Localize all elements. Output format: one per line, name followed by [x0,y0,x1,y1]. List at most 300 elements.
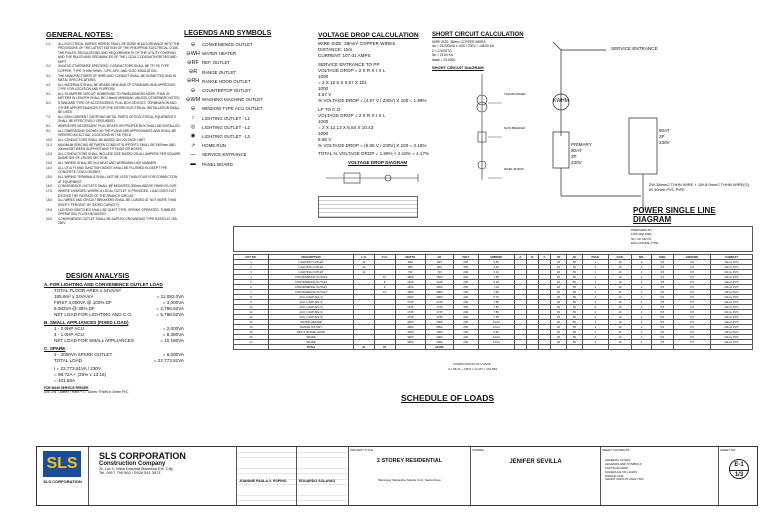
table-cell: 30 [551,335,567,340]
table-cell: 1745 [395,305,425,310]
table-cell: 50 [566,290,582,295]
table-cell: 30 [551,300,567,305]
design-analysis-section [44,273,184,395]
table-cell: CONVENIENCE OUTLET [268,275,353,280]
company-phone: Tel. 0917 799 562 / 0928 541 3571 [99,470,161,476]
vd-line: 1000 [318,74,329,79]
note-item [46,217,181,226]
analysis-key: FIRST 3,000VA @ 100% DF [54,300,112,305]
table-cell: 1745 [425,305,453,310]
table-cell: 50 [566,335,582,340]
table-cell: 50 [566,315,582,320]
vd-line: 1000 [318,131,329,136]
table-cell: 30 [551,305,567,310]
table-cell: 50 [566,270,582,275]
table-cell: 1 [583,260,609,265]
analysis-value: = 2,788.62VA [156,306,184,311]
single-line-diagram [531,36,756,226]
sheet-content-item: SHORT CIRCUIT ANALYSIS [605,477,644,482]
table-cell: 2 [632,335,651,340]
table-cell: 5 [234,280,269,285]
note-item [46,42,181,64]
sc-line: Z = 0.00027Ω [432,48,452,53]
general-notes-list [46,42,181,226]
table-cell: 13.04 [478,340,514,345]
note-text: WHERE CHARGED WHERE A LOCAL OUTLET IS PROVIDED, LOAD DOES NOT EXCEED THE RATINGS OF THE BRANCH CIRCUIT. [58,189,177,198]
header-cell: KAIC [608,255,632,260]
table-cell: 3000 [395,320,425,325]
analysis-row [54,358,184,364]
stamp-cell-1 [237,447,297,505]
table-cell: 1500 [395,330,425,335]
calc-line: = 98.72A + (25% x 13.15) [54,372,107,377]
logo-subtext: SLS CORPORATION [43,479,82,484]
table-cell: 2 [632,285,651,290]
total-cell [711,345,753,350]
total-cell [608,345,632,350]
table-cell: 5.5 [651,315,673,320]
table-cell: 10 [608,295,632,300]
legend-row [184,123,299,132]
section-a-title: A. FOR LIGHTING AND CONVENIENCE OUTLET LOAD [44,282,163,287]
table-cell: 1620 [425,285,453,290]
table-cell: 50 [566,320,582,325]
table-cell: 7.59 [478,305,514,310]
legend-row [184,132,299,141]
analysis-row [54,312,184,318]
table-cell: 20 [551,260,567,265]
feeder-note: 2W-38mm2 THHN WIRE + 1W-8.0mm2 THHN WIRE(G) IN 40mm PVC PIPE [649,182,750,192]
general-notes-section [46,30,181,226]
analysis-key: 1 - 2.0HP ACU [54,326,85,331]
table-cell: 2 [632,340,651,345]
table-cell: 3.5 [651,330,673,335]
table-cell: 14 [234,325,269,330]
note-text: CONVENIENCE OUTLET SHALL BE DUPLEX GROUNDING TYPE RATED AT 15A, 250V. [58,216,178,226]
sc-line: WIRE SIZE: 38mm² COPPER WIRES [432,40,486,44]
table-cell: 30 [551,325,567,330]
table-cell: 50 [566,260,582,265]
engineer-name: JOANNIE PAULA V. ESPINO [239,478,287,483]
table-cell: 20mm PVC [711,335,753,340]
table-cell: 10 [608,285,632,290]
table-cell: 1800 [395,275,425,280]
legend-label: COUNTERTOP OUTLET [202,88,252,94]
table-cell: 50 [566,295,582,300]
header-cell: AMPERE [478,255,514,260]
note-item [46,189,181,198]
table-cell: 840 [395,260,425,265]
header-cell: L.O. [354,255,374,260]
legend-label: WATER HEATER [202,51,237,57]
table-cell: 1800 [425,290,453,295]
table-cell: 6.26 [478,280,514,285]
total-cell: 41 [354,345,374,350]
table-cell: 3.5 [673,260,710,265]
note-text: UNLESS OTHERWISE SPECIFIED, CONDUCTORS SHALL BE TF/ PE TYPE COPPER, TYPE THHN/THWN - UPS, APC, AND VLSC INSULATION. [58,64,170,73]
vd-line: 6.65 V [318,137,332,142]
table-cell: 3000 [425,325,453,330]
table-cell: 1745 [395,300,425,305]
table-cell: 3.5 [673,315,710,320]
legend-label: HOME RUN [202,143,226,149]
note-number: 8.0 [46,124,51,129]
table-cell: 3.5 [651,275,673,280]
vd-line: VOLTAGE DROP = 2 X R X I X L [318,68,386,73]
table-cell: 2 [583,295,609,300]
table-cell: 1 [583,265,609,270]
table-cell: 20 [551,265,567,270]
table-cell: 3.5 [673,285,710,290]
table-cell: 1 [583,270,609,275]
table-cell: 1800 [425,275,453,280]
table-cell: 10 [374,275,395,280]
table-cell: SPARE [268,340,353,345]
note-number: 15.0 [46,175,53,180]
note-text: LIGHTING SWITCHES SHALL BE QUIET TYPE, SPRING OPERATED, TUMBLER OPERATION, FLUSH MOUNTED. [58,207,176,217]
countertop-outlet-icon: ⊖ [190,87,196,94]
table-cell: 1 [234,260,269,265]
note-text: MAXIMUM SPACING BETWEEN CONDUIT SUPPORTS SHALL BE 1500mm AND 300mm BETWEEN SUPPORT AND FITTINGS OR BOXES. [58,142,176,152]
sheet-no-cell [719,447,759,505]
project-cell [349,447,471,505]
feeder-title: FOR MAIN SERVICE FEEDER [44,386,89,390]
table-cell: 5.5 [651,325,673,330]
table-cell: 2 [632,280,651,285]
table-cell: 10 [608,300,632,305]
table-cell: 20 [551,285,567,290]
note-text: ALL 20 AMPERE CIRCUIT HOMERUNS TO PANELBOARDS MORE THAN 30 METERS IN LENGTH SHALL BE 3.5mm2 MINIMUM, UNLESS OTHERWISE NOTED. [58,92,181,101]
stamp-cell-2 [297,447,349,505]
legend-label: PANEL BOARD [202,161,233,167]
table-cell: 4 [234,275,269,280]
legend-row [184,58,299,67]
note-item [46,184,181,188]
note-number: 10.0 [46,138,53,143]
analysis-row [54,338,184,344]
note-number: 2.0 [46,64,51,69]
table-cell: 50 [566,280,582,285]
vd-param: CURRENT: 107.01 AMPS [318,53,371,58]
table-cell: 10 [608,275,632,280]
calc-line: I = 22,773.61VA / 230V [54,366,102,371]
legend-label: SERVICE ENTRANCE [202,152,247,158]
table-cell: 3.91 [478,265,514,270]
analysis-value: = 5,788.62VA [156,312,184,317]
note-number: 12.0 [46,152,53,157]
note-item [46,101,181,114]
table-cell: 20mm PVC [711,325,753,330]
legend-row [184,86,299,95]
total-cell [651,345,673,350]
analysis-value: = 8,380VA [162,332,184,337]
company-logo: SLS [43,451,81,477]
table-cell: 8 [374,280,395,285]
meta-line: ENCLOSURE TYPE: [631,241,660,246]
table-cell: 2 [583,335,609,340]
section-c-rows [44,352,184,364]
table-cell: 2 [632,310,651,315]
table-cell: 30 [551,315,567,320]
table-cell: 3.5 [673,305,710,310]
table-cell: 3.5 [673,310,710,315]
table-cell: 1440 [395,280,425,285]
table-cell: ACU 1.0HP (ES-5) [268,315,353,320]
main-breaker-label: 230V [659,140,670,145]
note-text: STANDARD TYPE OF ACCESSORIES, PULL BOX DEVICES, TERMINATION AND OTHER APPURTENANCES FOR THE ENTIRE ELECTRICAL INSTALLATION SHALL BE USED. [58,101,180,115]
note-number: 3.0 [46,73,51,78]
analysis-key: TOTAL LOAD [54,358,82,363]
header-cell: WATTS [395,255,425,260]
table-cell: 20mm PVC [711,310,753,315]
note-number: 19.0 [46,207,53,212]
note-text: ALL WIRING TERMINALS SHALL NOT BE LESS THAN FOUR FOR CONNECTION AT EQUIPMENT. [58,175,178,184]
table-cell: ACU 2.0HP (ES-1) [268,295,353,300]
table-cell: 7.59 [478,300,514,305]
table-cell: 10 [608,290,632,295]
legend-row [184,95,299,104]
header-cell: AF [566,255,582,260]
vd-table [318,196,418,218]
table-cell: 230 [453,275,478,280]
table-cell: 3.5 [673,325,710,330]
table-cell: 20 [551,290,567,295]
table-cell: 230 [453,270,478,275]
table-cell: 2000 [395,295,425,300]
table-cell: 13.04 [478,320,514,325]
note-item [46,161,181,165]
table-cell: 20mm PVC [711,270,753,275]
header-cell: CONDUIT [711,255,753,260]
table-cell: 3.5 [673,265,710,270]
table-cell: 2 [632,320,651,325]
table-cell: 1 [583,290,609,295]
total-cell [526,345,538,350]
table-cell: 3000 [395,340,425,345]
table-cell: 50 [566,300,582,305]
table-cell: 6.52 [478,330,514,335]
panel-board-icon: ▬ [190,161,196,168]
schedule-meta [631,228,659,246]
lp-calculation [318,113,430,149]
schedule-title: SCHEDULE OF LOADS [401,393,495,403]
header-cell: A [514,255,526,260]
current-calculation [54,366,184,384]
table-cell: 13.04 [478,325,514,330]
analysis-value: = 22,773.61VA [153,358,184,363]
table-cell: 1745 [395,315,425,320]
analysis-key: NET LOAD FOR SMALL APPLIANCES [54,338,134,343]
vd-line: VOLTAGE DROP = 2 X R X I X L [318,113,386,118]
vd-param: DISTANCE: 15m [318,47,353,52]
table-cell: 230 [453,290,478,295]
drawing-sheet [36,26,758,506]
legend-row [184,77,299,86]
note-item [46,143,181,152]
table-cell: 2 [632,300,651,305]
design-analysis-title: DESIGN ANALYSIS [66,273,130,280]
sc-label-panel-board: PANEL BOARD [504,167,524,171]
voltage-drop-title: VOLTAGE DROP CALCULATION [318,32,419,39]
analysis-key: 185.6m² x 24VA/m² [54,294,94,299]
table-cell: 3.5 [673,270,710,275]
table-cell: 3000 [425,320,453,325]
table-cell: 230 [453,260,478,265]
table-cell: 30 [551,340,567,345]
analysis-key: 4 - 1.0HP ACU [54,332,85,337]
analysis-key: 2 - 3000VA SPARE OUTLET [54,352,113,357]
table-cell: 2 [632,265,651,270]
note-item [46,64,181,73]
table-cell: CONVENIENCE OUTLET [268,280,353,285]
range-hood-outlet-icon: ⊖RH [186,78,200,85]
company-name: SLS CORPORATION [99,451,186,461]
table-cell: 3.5 [651,280,673,285]
table-cell: 3.5 [651,285,673,290]
note-text: ALL UTILITY AND JUNCTION BOXES SHALL BE FLUSHED IN DEEP TYPE CONCRETE / ENCLOSURES. [58,166,168,175]
table-cell: 5.5 [651,320,673,325]
range-outlet-icon: ⊖R [188,69,198,76]
table-cell: 5.5 [651,305,673,310]
table-cell: 20 [551,330,567,335]
section-a-rows [44,288,184,318]
lighting-outlet-l2-icon: ◎ [190,124,196,131]
total-cell [395,345,425,350]
company-sub: Construction Company [99,461,166,467]
table-cell: 230 [453,335,478,340]
table-cell: LIGHTING OUTLET [268,260,353,265]
table-cell: 10 [608,305,632,310]
single-line-title: POWER SINGLE LINE DIAGRAM [633,206,716,224]
note-text: ALL ELECTRICAL WORKS HEREIN SHALL BE DONE IN ACCORDANCE WITH THE PROVISIONS OF THE LATEST EDITION OF THE PHILIPPINE ELECTRICAL CODE, THE RULES, REGULATIONS AND REQUIREMENTS OF THE UTILITY COMPANY AND THE RULES AND ORDINANCES OF THE LOCAL CODE/AUTHORITIES AND DEPT. [58,42,180,64]
table-cell: 1800 [395,290,425,295]
table-cell: 30 [551,295,567,300]
short-circuit-lines [432,40,532,62]
table-cell: 3.5 [673,280,710,285]
voltage-drop-diagram [318,167,430,189]
table-cell: 230 [453,340,478,345]
main-breaker-label: 60AT [659,128,670,133]
feeder-spec: USE 2W - 38mm² THWN + 1 - 14mm² THWN in 40mm PVC [44,390,129,395]
note-number: 4.0 [46,82,51,87]
voltage-drop-section [318,32,430,218]
table-cell: 5.5 [651,335,673,340]
primary-label: 230V [571,160,582,165]
legend-label: RANGE HOOD OUTLET [202,78,251,84]
table-cell: 15 [354,265,374,270]
table-cell: 10 [608,330,632,335]
table-cell: 2 [583,310,609,315]
table-cell: ACU 1.0HP (ES-3) [268,305,353,310]
table-cell: 3.5 [651,265,673,270]
table-cell: LIGHTING OUTLET [268,270,353,275]
note-number: 1.0 [46,42,51,46]
table-cell: 8 [234,295,269,300]
table-cell: 3000 [425,340,453,345]
short-circuit-diagram [432,70,532,190]
total-cell [566,345,582,350]
header-cell: B [526,255,538,260]
table-cell: 2000 [425,295,453,300]
table-cell: 2 [234,265,269,270]
vd-line: % VOLTAGE DROP = (6.65 V / 230V) X 100 = 2.18% [318,143,427,148]
note-item [46,208,181,217]
table-cell: 20mm PVC [711,340,753,345]
header-cell: SIZE [651,255,673,260]
note-item [46,83,181,92]
analysis-value: = 10,180VA [160,338,184,343]
table-cell: 3.5 [651,290,673,295]
table-cell: 20mm PVC [711,285,753,290]
section-c-title: C. SPARE [44,346,66,351]
table-cell: 10 [608,265,632,270]
sheet-no: E-1 [734,462,744,469]
table-cell: 2 [583,320,609,325]
header-cell: GROUND [673,255,710,260]
table-cell: 7.59 [478,315,514,320]
table-cell: 900 [425,265,453,270]
schedule-table [233,254,753,350]
note-text: ALL WIRES AND CIRCUIT BREAKERS SHALL BE LOADED AT NOT MORE THAN EIGHTY PERCENT OF RATED CAPACITY. [58,198,177,207]
table-cell: 50 [566,310,582,315]
table-cell: 3.5 [673,300,710,305]
meta-line: FIXTURE SIZE: [631,232,653,237]
legend-label: WASHING MACHINE OUTLET [202,97,263,103]
table-cell: 50 [566,330,582,335]
note-item [46,115,181,124]
total-cell [478,345,514,350]
vd-line: = 2 X 12.13 X 5.84 X 10.43 [318,125,374,130]
note-number: 9.0 [46,128,51,133]
table-cell: 20mm PVC [711,290,753,295]
header-cell: NO. [632,255,651,260]
table-cell: 9 [234,300,269,305]
note-item [46,152,181,161]
main-breaker-label: 2P [659,134,665,139]
table-cell: 840 [425,260,453,265]
project-title: 2 STOREY RESIDENTIAL [376,458,443,465]
table-cell: 10 [608,320,632,325]
legend-row [184,114,299,123]
table-cell: 13.04 [478,335,514,340]
sheet-content-item: VOLTAGE DROP [605,466,629,470]
table-cell: 10 [608,260,632,265]
table-cell: 7.83 [478,290,514,295]
table-cell: 230 [453,310,478,315]
table-cell: 2 [632,325,651,330]
primary-label: 2P [571,154,577,159]
legend-label: WINDOW TYPE ACU OUTLET [202,106,263,112]
table-cell: 20mm PVC [711,330,753,335]
table-cell: 3.65 [478,260,514,265]
table-cell: 230 [453,315,478,320]
vd-line: % VOLTAGE DROP = (4.57 V / 230V) X 100 = 1.99% [318,98,427,103]
schedule-section [233,226,753,386]
total-cell [551,345,567,350]
table-cell: 1500 [425,330,453,335]
note-text: CONVENIENCE OUTLETS SHALL BE MOUNTED 300mm ABOVE FINISH FLOOR. [58,184,178,189]
voltage-drop-params [318,41,430,59]
table-cell: 1 [583,275,609,280]
note-number: 18.0 [46,198,53,203]
table-cell: 1 [583,280,609,285]
table-cell: 2 [632,295,651,300]
total-cell: 32,600 [425,345,453,350]
note-text: ALL WIRING SHALL BE IN A NEAT AND WORKMAN LIKE MANNER. [58,161,157,166]
table-cell: 3.5 [673,275,710,280]
table-cell: 50 [566,325,582,330]
table-cell: 1620 [395,285,425,290]
